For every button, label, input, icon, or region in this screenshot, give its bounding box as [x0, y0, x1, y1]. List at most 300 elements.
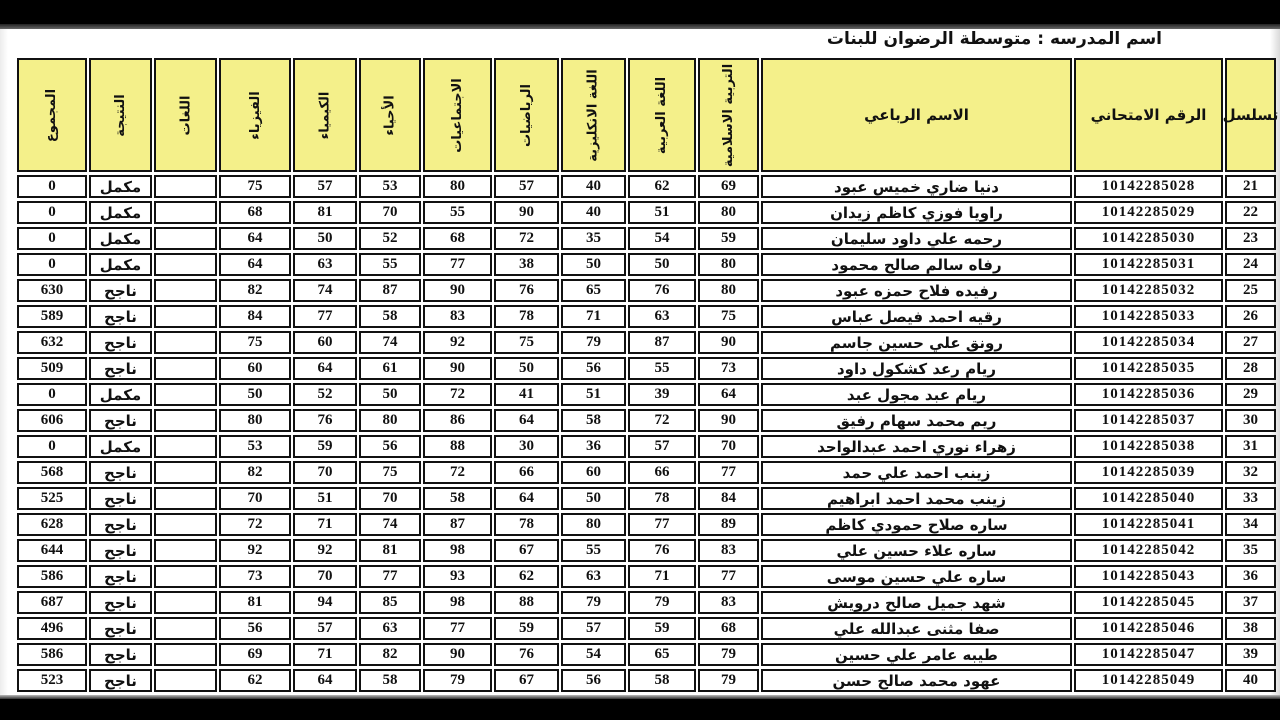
- cell-math: 57: [494, 175, 559, 198]
- cell-name: رونق علي حسين جاسم: [761, 331, 1072, 354]
- cell-arabic: 58: [628, 669, 696, 692]
- cell-social: 92: [423, 331, 492, 354]
- cell-languages: [154, 487, 217, 510]
- cell-arabic: 59: [628, 617, 696, 640]
- cell-exam_no: 10142285036: [1074, 383, 1223, 406]
- cell-physics: 68: [219, 201, 291, 224]
- cell-total: 525: [17, 487, 87, 510]
- column-header-label: اللغة العربية: [654, 76, 670, 154]
- cell-result: ناجح: [89, 357, 152, 380]
- cell-islamic: 75: [698, 305, 759, 328]
- cell-name: شهد جميل صالح درويش: [761, 591, 1072, 614]
- cell-name: ساره علاء حسين علي: [761, 539, 1072, 562]
- cell-result: مكمل: [89, 253, 152, 276]
- cell-result: مكمل: [89, 383, 152, 406]
- cell-physics: 64: [219, 227, 291, 250]
- column-header-label: الاجتماعيات: [449, 77, 465, 153]
- cell-result: مكمل: [89, 201, 152, 224]
- cell-english: 51: [561, 383, 626, 406]
- cell-result: مكمل: [89, 227, 152, 250]
- cell-physics: 70: [219, 487, 291, 510]
- cell-arabic: 54: [628, 227, 696, 250]
- cell-serial: 21: [1225, 175, 1276, 198]
- cell-result: ناجح: [89, 539, 152, 562]
- column-header-social: [423, 58, 492, 172]
- cell-arabic: 66: [628, 461, 696, 484]
- cell-english: 63: [561, 565, 626, 588]
- cell-name: ريام رعد كشكول داود: [761, 357, 1072, 380]
- cell-result: ناجح: [89, 331, 152, 354]
- cell-name: ريام عبد مجول عبد: [761, 383, 1072, 406]
- cell-languages: [154, 227, 217, 250]
- letterbox-bottom: [0, 699, 1280, 720]
- table-row: [17, 357, 1276, 380]
- cell-biology: 87: [359, 279, 421, 302]
- column-header-label: تسلسل: [1222, 106, 1279, 124]
- cell-chemistry: 64: [293, 357, 357, 380]
- cell-english: 57: [561, 617, 626, 640]
- cell-chemistry: 77: [293, 305, 357, 328]
- cell-result: ناجح: [89, 591, 152, 614]
- cell-biology: 58: [359, 669, 421, 692]
- table-row: [17, 305, 1276, 328]
- cell-chemistry: 81: [293, 201, 357, 224]
- table-row: [17, 435, 1276, 458]
- cell-exam_no: 10142285038: [1074, 435, 1223, 458]
- cell-total: 606: [17, 409, 87, 432]
- cell-exam_no: 10142285043: [1074, 565, 1223, 588]
- cell-serial: 39: [1225, 643, 1276, 666]
- cell-arabic: 39: [628, 383, 696, 406]
- cell-islamic: 77: [698, 461, 759, 484]
- cell-arabic: 79: [628, 591, 696, 614]
- cell-exam_no: 10142285029: [1074, 201, 1223, 224]
- cell-languages: [154, 253, 217, 276]
- cell-languages: [154, 565, 217, 588]
- cell-name: زينب محمد احمد ابراهيم: [761, 487, 1072, 510]
- column-header-exam_no: [1074, 58, 1223, 172]
- table-row: [17, 253, 1276, 276]
- cell-result: ناجح: [89, 617, 152, 640]
- cell-islamic: 77: [698, 565, 759, 588]
- cell-exam_no: 10142285047: [1074, 643, 1223, 666]
- cell-arabic: 72: [628, 409, 696, 432]
- cell-islamic: 79: [698, 643, 759, 666]
- column-header-biology: [359, 58, 421, 172]
- column-header-label: الكيمياء: [317, 91, 333, 139]
- cell-math: 76: [494, 643, 559, 666]
- cell-biology: 74: [359, 331, 421, 354]
- cell-biology: 85: [359, 591, 421, 614]
- cell-chemistry: 70: [293, 461, 357, 484]
- cell-math: 78: [494, 513, 559, 536]
- cell-islamic: 90: [698, 331, 759, 354]
- column-header-label: اللغات: [178, 95, 193, 135]
- cell-english: 56: [561, 669, 626, 692]
- cell-physics: 82: [219, 279, 291, 302]
- cell-islamic: 84: [698, 487, 759, 510]
- cell-chemistry: 52: [293, 383, 357, 406]
- cell-chemistry: 74: [293, 279, 357, 302]
- cell-english: 40: [561, 201, 626, 224]
- table-row: [17, 279, 1276, 302]
- cell-arabic: 57: [628, 435, 696, 458]
- cell-total: 568: [17, 461, 87, 484]
- cell-english: 50: [561, 487, 626, 510]
- column-header-islamic: [698, 58, 759, 172]
- cell-arabic: 78: [628, 487, 696, 510]
- cell-social: 83: [423, 305, 492, 328]
- cell-physics: 80: [219, 409, 291, 432]
- cell-chemistry: 71: [293, 513, 357, 536]
- cell-languages: [154, 591, 217, 614]
- letterbox-top: [0, 0, 1280, 24]
- cell-name: رقيه احمد فيصل عباس: [761, 305, 1072, 328]
- cell-chemistry: 59: [293, 435, 357, 458]
- cell-exam_no: 10142285035: [1074, 357, 1223, 380]
- cell-islamic: 83: [698, 539, 759, 562]
- cell-physics: 75: [219, 175, 291, 198]
- table-row: [17, 409, 1276, 432]
- cell-biology: 77: [359, 565, 421, 588]
- cell-islamic: 90: [698, 409, 759, 432]
- cell-name: دنيا ضاري خميس عبود: [761, 175, 1072, 198]
- cell-islamic: 70: [698, 435, 759, 458]
- cell-math: 66: [494, 461, 559, 484]
- table-row: [17, 175, 1276, 198]
- cell-languages: [154, 331, 217, 354]
- table-row: [17, 383, 1276, 406]
- cell-name: زهراء نوري احمد عبدالواحد: [761, 435, 1072, 458]
- cell-exam_no: 10142285046: [1074, 617, 1223, 640]
- cell-english: 79: [561, 591, 626, 614]
- cell-social: 90: [423, 643, 492, 666]
- cell-result: ناجح: [89, 565, 152, 588]
- cell-islamic: 80: [698, 253, 759, 276]
- cell-social: 77: [423, 617, 492, 640]
- column-header-arabic: [628, 58, 696, 172]
- cell-biology: 58: [359, 305, 421, 328]
- column-header-math: [494, 58, 559, 172]
- cell-languages: [154, 201, 217, 224]
- cell-serial: 22: [1225, 201, 1276, 224]
- cell-exam_no: 10142285042: [1074, 539, 1223, 562]
- cell-physics: 92: [219, 539, 291, 562]
- cell-languages: [154, 357, 217, 380]
- cell-chemistry: 70: [293, 565, 357, 588]
- cell-exam_no: 10142285041: [1074, 513, 1223, 536]
- cell-total: 0: [17, 227, 87, 250]
- table-row: [17, 669, 1276, 692]
- cell-biology: 75: [359, 461, 421, 484]
- cell-biology: 56: [359, 435, 421, 458]
- cell-result: مكمل: [89, 175, 152, 198]
- cell-result: ناجح: [89, 643, 152, 666]
- cell-result: ناجح: [89, 669, 152, 692]
- cell-english: 60: [561, 461, 626, 484]
- cell-arabic: 77: [628, 513, 696, 536]
- column-header-label: الفيزياء: [247, 90, 263, 140]
- results-table: [15, 55, 1278, 695]
- cell-math: 38: [494, 253, 559, 276]
- cell-biology: 53: [359, 175, 421, 198]
- cell-math: 75: [494, 331, 559, 354]
- cell-english: 65: [561, 279, 626, 302]
- cell-social: 77: [423, 253, 492, 276]
- table-row: [17, 513, 1276, 536]
- cell-total: 687: [17, 591, 87, 614]
- cell-exam_no: 10142285034: [1074, 331, 1223, 354]
- cell-arabic: 63: [628, 305, 696, 328]
- cell-name: رفيده فلاح حمزه عبود: [761, 279, 1072, 302]
- cell-math: 50: [494, 357, 559, 380]
- cell-biology: 61: [359, 357, 421, 380]
- table-row: [17, 461, 1276, 484]
- column-header-chemistry: [293, 58, 357, 172]
- column-header-label: النتيجة: [113, 93, 129, 137]
- cell-islamic: 89: [698, 513, 759, 536]
- cell-english: 56: [561, 357, 626, 380]
- cell-total: 632: [17, 331, 87, 354]
- results-page: [0, 29, 1280, 695]
- column-header-label: اللغة الانكليزية: [586, 68, 601, 162]
- cell-physics: 81: [219, 591, 291, 614]
- cell-exam_no: 10142285039: [1074, 461, 1223, 484]
- cell-arabic: 76: [628, 539, 696, 562]
- cell-biology: 55: [359, 253, 421, 276]
- cell-total: 509: [17, 357, 87, 380]
- cell-physics: 53: [219, 435, 291, 458]
- cell-physics: 64: [219, 253, 291, 276]
- cell-serial: 40: [1225, 669, 1276, 692]
- cell-social: 68: [423, 227, 492, 250]
- cell-biology: 80: [359, 409, 421, 432]
- cell-islamic: 79: [698, 669, 759, 692]
- cell-name: طيبه عامر علي حسين: [761, 643, 1072, 666]
- cell-social: 55: [423, 201, 492, 224]
- cell-name: راويا فوزي كاظم زيدان: [761, 201, 1072, 224]
- cell-chemistry: 94: [293, 591, 357, 614]
- cell-total: 0: [17, 435, 87, 458]
- cell-physics: 62: [219, 669, 291, 692]
- cell-serial: 30: [1225, 409, 1276, 432]
- cell-arabic: 50: [628, 253, 696, 276]
- cell-arabic: 87: [628, 331, 696, 354]
- cell-biology: 81: [359, 539, 421, 562]
- cell-social: 72: [423, 461, 492, 484]
- cell-math: 64: [494, 409, 559, 432]
- cell-serial: 26: [1225, 305, 1276, 328]
- cell-english: 40: [561, 175, 626, 198]
- cell-chemistry: 92: [293, 539, 357, 562]
- cell-islamic: 69: [698, 175, 759, 198]
- cell-serial: 23: [1225, 227, 1276, 250]
- cell-languages: [154, 279, 217, 302]
- cell-serial: 33: [1225, 487, 1276, 510]
- cell-serial: 31: [1225, 435, 1276, 458]
- cell-physics: 72: [219, 513, 291, 536]
- cell-english: 36: [561, 435, 626, 458]
- cell-social: 88: [423, 435, 492, 458]
- cell-name: ساره صلاح حمودي كاظم: [761, 513, 1072, 536]
- cell-result: ناجح: [89, 409, 152, 432]
- table-header-row: [17, 58, 1276, 172]
- cell-languages: [154, 305, 217, 328]
- cell-islamic: 83: [698, 591, 759, 614]
- cell-social: 90: [423, 279, 492, 302]
- cell-exam_no: 10142285030: [1074, 227, 1223, 250]
- cell-physics: 84: [219, 305, 291, 328]
- cell-math: 41: [494, 383, 559, 406]
- cell-english: 35: [561, 227, 626, 250]
- cell-social: 79: [423, 669, 492, 692]
- cell-serial: 32: [1225, 461, 1276, 484]
- cell-social: 90: [423, 357, 492, 380]
- cell-social: 93: [423, 565, 492, 588]
- school-name-label: اسم المدرسه : متوسطة الرضوان للبنات: [826, 29, 1162, 49]
- cell-total: 0: [17, 201, 87, 224]
- cell-math: 30: [494, 435, 559, 458]
- column-header-label: الاسم الرباعي: [864, 106, 969, 124]
- column-header-label: التربية الاسلامية: [720, 63, 736, 167]
- cell-english: 58: [561, 409, 626, 432]
- cell-total: 630: [17, 279, 87, 302]
- cell-name: ساره علي حسين موسى: [761, 565, 1072, 588]
- cell-result: ناجح: [89, 513, 152, 536]
- cell-languages: [154, 669, 217, 692]
- cell-total: 0: [17, 383, 87, 406]
- table-row: [17, 201, 1276, 224]
- cell-languages: [154, 461, 217, 484]
- cell-total: 0: [17, 253, 87, 276]
- table-row: [17, 331, 1276, 354]
- cell-languages: [154, 175, 217, 198]
- cell-serial: 35: [1225, 539, 1276, 562]
- cell-social: 98: [423, 591, 492, 614]
- cell-result: ناجح: [89, 461, 152, 484]
- cell-result: ناجح: [89, 487, 152, 510]
- cell-social: 86: [423, 409, 492, 432]
- cell-biology: 70: [359, 201, 421, 224]
- cell-math: 67: [494, 669, 559, 692]
- column-header-serial: [1222, 58, 1279, 172]
- column-header-total: [17, 58, 87, 172]
- cell-exam_no: 10142285032: [1074, 279, 1223, 302]
- cell-physics: 69: [219, 643, 291, 666]
- table-row: [17, 643, 1276, 666]
- cell-languages: [154, 435, 217, 458]
- cell-serial: 29: [1225, 383, 1276, 406]
- cell-arabic: 55: [628, 357, 696, 380]
- cell-total: 586: [17, 565, 87, 588]
- cell-languages: [154, 617, 217, 640]
- cell-total: 523: [17, 669, 87, 692]
- table-row: [17, 539, 1276, 562]
- cell-physics: 60: [219, 357, 291, 380]
- cell-chemistry: 71: [293, 643, 357, 666]
- cell-english: 80: [561, 513, 626, 536]
- cell-physics: 73: [219, 565, 291, 588]
- column-header-result: [89, 58, 152, 172]
- cell-languages: [154, 383, 217, 406]
- cell-english: 79: [561, 331, 626, 354]
- cell-serial: 37: [1225, 591, 1276, 614]
- cell-physics: 50: [219, 383, 291, 406]
- cell-total: 496: [17, 617, 87, 640]
- cell-chemistry: 76: [293, 409, 357, 432]
- cell-english: 55: [561, 539, 626, 562]
- cell-social: 87: [423, 513, 492, 536]
- cell-name: رفاه سالم صالح محمود: [761, 253, 1072, 276]
- cell-chemistry: 57: [293, 617, 357, 640]
- cell-arabic: 51: [628, 201, 696, 224]
- cell-exam_no: 10142285033: [1074, 305, 1223, 328]
- cell-total: 0: [17, 175, 87, 198]
- cell-serial: 38: [1225, 617, 1276, 640]
- cell-arabic: 76: [628, 279, 696, 302]
- cell-name: عهود محمد صالح حسن: [761, 669, 1072, 692]
- cell-name: زينب احمد علي حمد: [761, 461, 1072, 484]
- cell-biology: 74: [359, 513, 421, 536]
- cell-biology: 70: [359, 487, 421, 510]
- column-header-name: [761, 58, 1072, 172]
- cell-biology: 50: [359, 383, 421, 406]
- cell-total: 628: [17, 513, 87, 536]
- cell-social: 80: [423, 175, 492, 198]
- cell-languages: [154, 539, 217, 562]
- cell-math: 90: [494, 201, 559, 224]
- cell-math: 78: [494, 305, 559, 328]
- column-header-languages: [154, 58, 217, 172]
- cell-chemistry: 63: [293, 253, 357, 276]
- table-row: [17, 565, 1276, 588]
- column-header-label: الرياضيات: [518, 83, 534, 147]
- cell-serial: 34: [1225, 513, 1276, 536]
- cell-biology: 82: [359, 643, 421, 666]
- cell-islamic: 68: [698, 617, 759, 640]
- cell-math: 62: [494, 565, 559, 588]
- cell-languages: [154, 513, 217, 536]
- table-row: [17, 487, 1276, 510]
- cell-arabic: 71: [628, 565, 696, 588]
- cell-arabic: 65: [628, 643, 696, 666]
- cell-chemistry: 50: [293, 227, 357, 250]
- cell-islamic: 73: [698, 357, 759, 380]
- cell-name: رحمه علي داود سليمان: [761, 227, 1072, 250]
- cell-exam_no: 10142285040: [1074, 487, 1223, 510]
- cell-exam_no: 10142285045: [1074, 591, 1223, 614]
- cell-result: ناجح: [89, 305, 152, 328]
- column-header-label: الأحياء: [382, 94, 398, 136]
- cell-exam_no: 10142285049: [1074, 669, 1223, 692]
- cell-physics: 56: [219, 617, 291, 640]
- cell-math: 67: [494, 539, 559, 562]
- cell-serial: 24: [1225, 253, 1276, 276]
- cell-math: 88: [494, 591, 559, 614]
- column-header-label: المجموع: [44, 88, 60, 142]
- cell-chemistry: 60: [293, 331, 357, 354]
- cell-serial: 25: [1225, 279, 1276, 302]
- cell-islamic: 80: [698, 279, 759, 302]
- cell-math: 64: [494, 487, 559, 510]
- cell-biology: 63: [359, 617, 421, 640]
- cell-exam_no: 10142285037: [1074, 409, 1223, 432]
- cell-languages: [154, 643, 217, 666]
- cell-chemistry: 51: [293, 487, 357, 510]
- cell-serial: 36: [1225, 565, 1276, 588]
- cell-english: 54: [561, 643, 626, 666]
- cell-result: مكمل: [89, 435, 152, 458]
